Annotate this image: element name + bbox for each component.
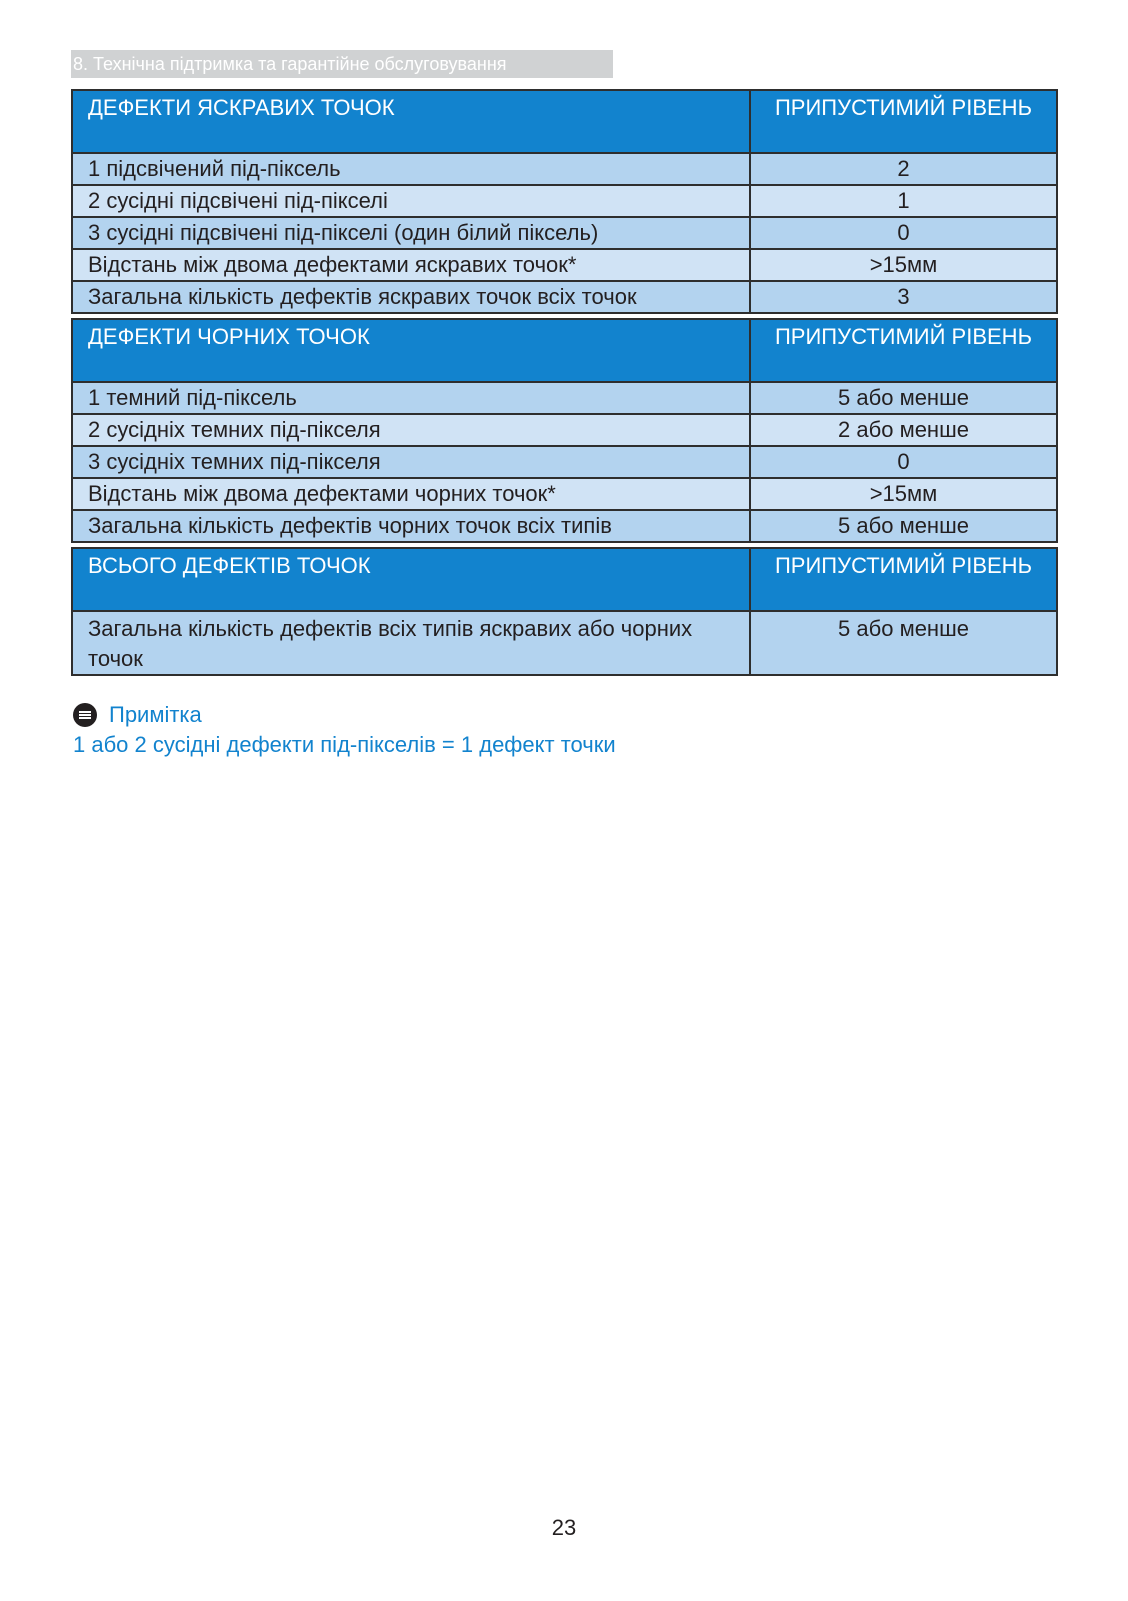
table-row <box>72 217 1057 249</box>
defect-name: 2 сусідні підсвічені під-пікселі <box>72 185 750 217</box>
defect-name: 2 сусідніх темних під-пікселя <box>72 414 750 446</box>
section-header: 8. Технічна підтримка та гарантійне обслуговування <box>71 50 613 78</box>
table-row <box>72 249 1057 281</box>
level-column-header: ПРИПУСТИМИЙ РІВЕНЬ <box>750 90 1057 153</box>
defect-name: Загальна кількість дефектів чорних точок всіх типів <box>72 510 750 542</box>
table-title: ДЕФЕКТИ ЧОРНИХ ТОЧОК <box>72 319 750 382</box>
table-row <box>72 153 1057 185</box>
black-dot-defects-table <box>71 318 1058 543</box>
note-title <box>73 700 202 730</box>
bright-dot-defects-table <box>71 89 1058 314</box>
table-row <box>72 611 1057 675</box>
table-row <box>72 382 1057 414</box>
defect-name: Відстань між двома дефектами яскравих точок* <box>72 249 750 281</box>
defect-level: 0 <box>750 446 1057 478</box>
defect-name: Загальна кількість дефектів яскравих точок всіх точок <box>72 281 750 313</box>
defect-level: >15мм <box>750 478 1057 510</box>
defect-name: Загальна кількість дефектів всіх типів яскравих або чорних точок <box>72 611 750 675</box>
defect-name: 1 підсвічений під-піксель <box>72 153 750 185</box>
note-text: 1 або 2 сусідні дефекти під-пікселів = 1 дефект точки <box>73 732 616 757</box>
defect-name: 1 темний під-піксель <box>72 382 750 414</box>
table-title: ВСЬОГО ДЕФЕКТІВ ТОЧОК <box>72 548 750 611</box>
table-row <box>72 185 1057 217</box>
defect-level: 5 або менше <box>750 611 1057 675</box>
defect-level: 0 <box>750 217 1057 249</box>
table-row <box>72 414 1057 446</box>
table-header-row <box>72 90 1057 153</box>
table-row <box>72 510 1057 542</box>
defect-name: 3 сусідніх темних під-пікселя <box>72 446 750 478</box>
note-title-text: Примітка <box>109 702 202 727</box>
defect-level: 2 <box>750 153 1057 185</box>
defect-level: 1 <box>750 185 1057 217</box>
defect-name: 3 сусідні підсвічені під-пікселі (один білий піксель) <box>72 217 750 249</box>
defect-level: 5 або менше <box>750 510 1057 542</box>
level-column-header: ПРИПУСТИМИЙ РІВЕНЬ <box>750 319 1057 382</box>
table-header-row <box>72 319 1057 382</box>
page-number: 23 <box>551 1515 577 1540</box>
total-dot-defects-table <box>71 547 1058 676</box>
table-row <box>72 281 1057 313</box>
defect-level: 5 або менше <box>750 382 1057 414</box>
defect-level: 2 або менше <box>750 414 1057 446</box>
level-column-header: ПРИПУСТИМИЙ РІВЕНЬ <box>750 548 1057 611</box>
note-icon <box>73 703 97 727</box>
defect-name: Відстань між двома дефектами чорних точок* <box>72 478 750 510</box>
defect-level: >15мм <box>750 249 1057 281</box>
table-row <box>72 446 1057 478</box>
table-header-row <box>72 548 1057 611</box>
table-row <box>72 478 1057 510</box>
table-title: ДЕФЕКТИ ЯСКРАВИХ ТОЧОК <box>72 90 750 153</box>
defect-level: 3 <box>750 281 1057 313</box>
